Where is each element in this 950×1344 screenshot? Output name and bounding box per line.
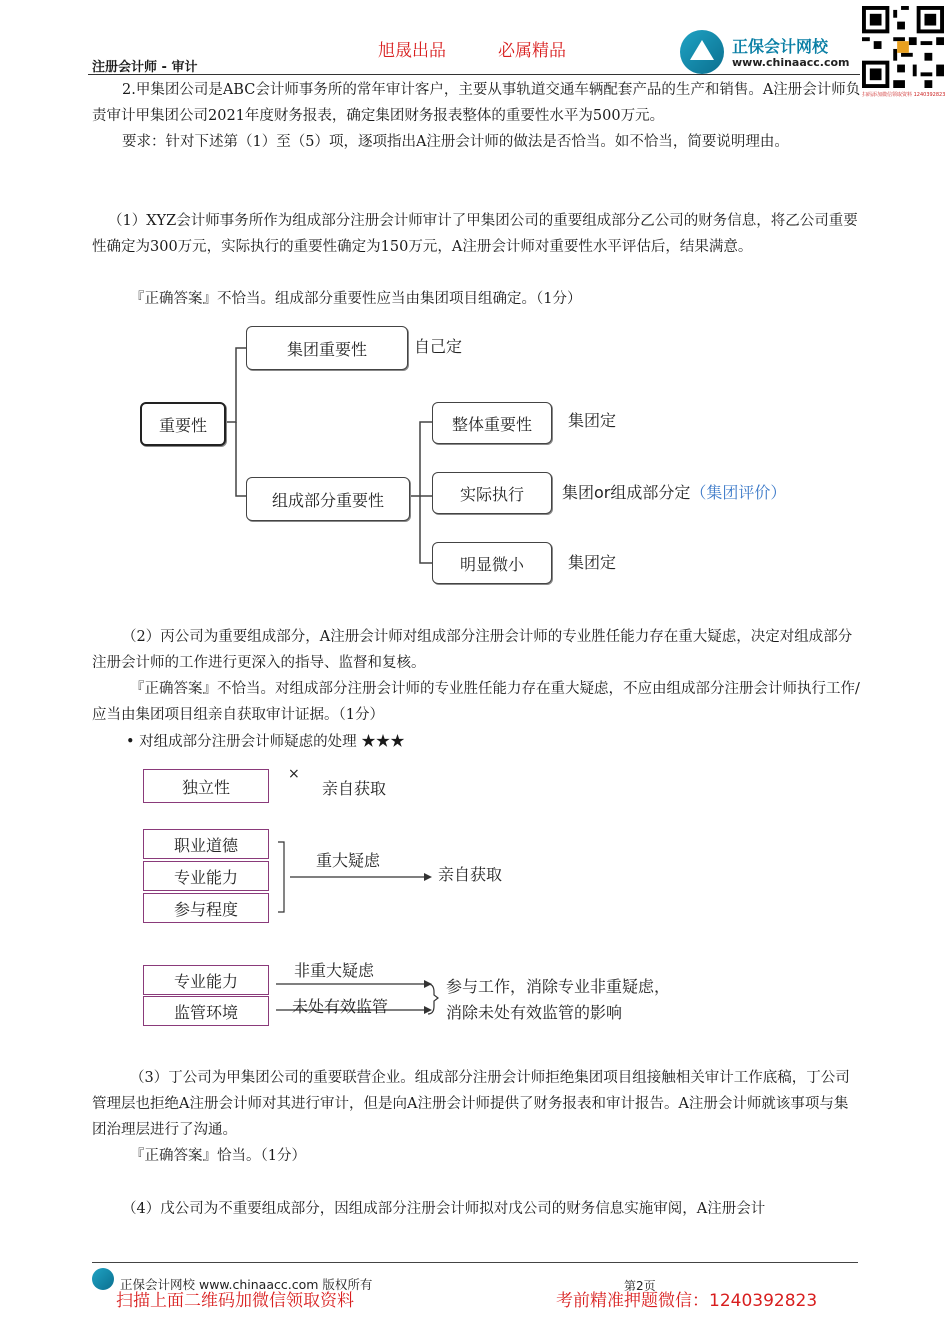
box-involvement: 参与程度: [143, 893, 269, 923]
note-clearly-trivial: 集团定: [568, 553, 617, 572]
header-course-title: 注册会计师 - 审计: [92, 60, 198, 75]
question-requirement: 要求：针对下述第（1）至（5）项，逐项指出A注册会计师的做法是否恰当。如不恰当，简要说明理由。: [122, 134, 789, 150]
header-brand-2: 必属精品: [498, 41, 566, 61]
bullet-doubts: • 对组成部分注册会计师疑虑的处理 ★★★: [126, 734, 405, 750]
question-item-3: （3）丁公司为甲集团公司的重要联营企业。组成部分注册会计师拒绝集团项目组接触相关审计工作底稿，丁公司管理层也拒绝A注册会计师对其进行审计，但是向A注册会计师提供了财务报表和审计报告。A注册会计师就该事项与集团治理层进行了沟通。: [92, 1070, 850, 1138]
question-item-1: （1）XYZ会计师事务所作为组成部分注册会计师审计了甲集团公司的重要组成部分乙公司的财务信息，将乙公司重要性确定为300万元，实际执行的重要性确定为150万元，A注册会计师对重要性水平评估后，结果满意。: [92, 213, 858, 255]
note-overall-materiality: 集团定: [568, 411, 617, 430]
footer-divider: [92, 1262, 858, 1263]
answer-1: 『正确答案』不恰当。组成部分重要性应当由集团项目组确定。（1分）: [130, 291, 582, 307]
label-result-1: 参与工作，消除专业非重疑虑，: [446, 977, 671, 996]
cross-icon: ×: [288, 766, 300, 782]
label-self-obtain-1: 亲自获取: [322, 779, 387, 798]
node-materiality: 重要性: [140, 402, 226, 446]
node-performance-materiality: 实际执行: [432, 472, 552, 514]
footer-page-number: 第2页: [624, 1279, 656, 1293]
label-result-2: 消除未处有效监管的影响: [446, 1003, 623, 1022]
label-self-obtain-2: 亲自获取: [438, 865, 503, 884]
footer-promo-left: 扫描上面二维码加微信领取资料: [116, 1291, 354, 1311]
label-major-doubt: 重大疑虑: [316, 851, 381, 870]
box-independence: 独立性: [143, 769, 269, 803]
footer-promo-right: 考前精准押题微信：1240392823: [556, 1291, 818, 1311]
label-no-effective-regulation: 未处有效监管: [292, 997, 389, 1016]
answer-3: 『正确答案』恰当。（1分）: [130, 1148, 306, 1164]
node-overall-materiality: 整体重要性: [432, 402, 552, 444]
note-performance-blue: （集团评价）: [690, 483, 787, 502]
question-item-2: （2）丙公司为重要组成部分，A注册会计师对组成部分注册会计师的专业胜任能力存在重大疑虑，决定对组成部分注册会计师的工作进行更深入的指导、监督和复核。: [92, 629, 853, 671]
question-intro: 2.甲集团公司是ABC会计师事务所的常年审计客户，主要从事轨道交通车辆配套产品的生产和销售。A注册会计师负责审计甲集团公司2021年度财务报表，确定集团财务报表整体的重要性水平为500万元。: [92, 82, 861, 124]
box-regulatory-environment: 监管环境: [143, 996, 269, 1026]
footer-copyright: 正保会计网校 www.chinaacc.com 版权所有: [120, 1277, 373, 1292]
node-group-materiality: 集团重要性: [246, 326, 408, 370]
header-brand-1: 旭晟出品: [378, 41, 446, 61]
answer-2: 『正确答案』不恰当。对组成部分注册会计师的专业胜任能力存在重大疑虑，不应由组成部分注册会计师执行工作/应当由集团项目组亲自获取审计证据。（1分）: [92, 681, 860, 723]
question-item-4: （4）戊公司为不重要组成部分，因组成部分注册会计师拟对戊公司的财务信息实施审阅，A注册会计: [122, 1201, 766, 1217]
qr-note: 扫码添加微信领取资料 1240392823: [862, 92, 946, 98]
note-group-materiality: 自己定: [414, 337, 463, 356]
box-ethics: 职业道德: [143, 829, 269, 859]
box-competence-2: 专业能力: [143, 965, 269, 995]
note-performance-text: 集团or组成部分定: [562, 483, 691, 502]
label-non-major-doubt: 非重大疑虑: [294, 961, 375, 980]
node-component-materiality: 组成部分重要性: [246, 477, 410, 521]
logo-title: 正保会计网校: [732, 37, 829, 56]
box-competence: 专业能力: [143, 861, 269, 891]
logo-url: www.chinaacc.com: [732, 56, 850, 69]
footer-logo-icon: [92, 1268, 114, 1290]
node-clearly-trivial: 明显微小: [432, 542, 552, 584]
